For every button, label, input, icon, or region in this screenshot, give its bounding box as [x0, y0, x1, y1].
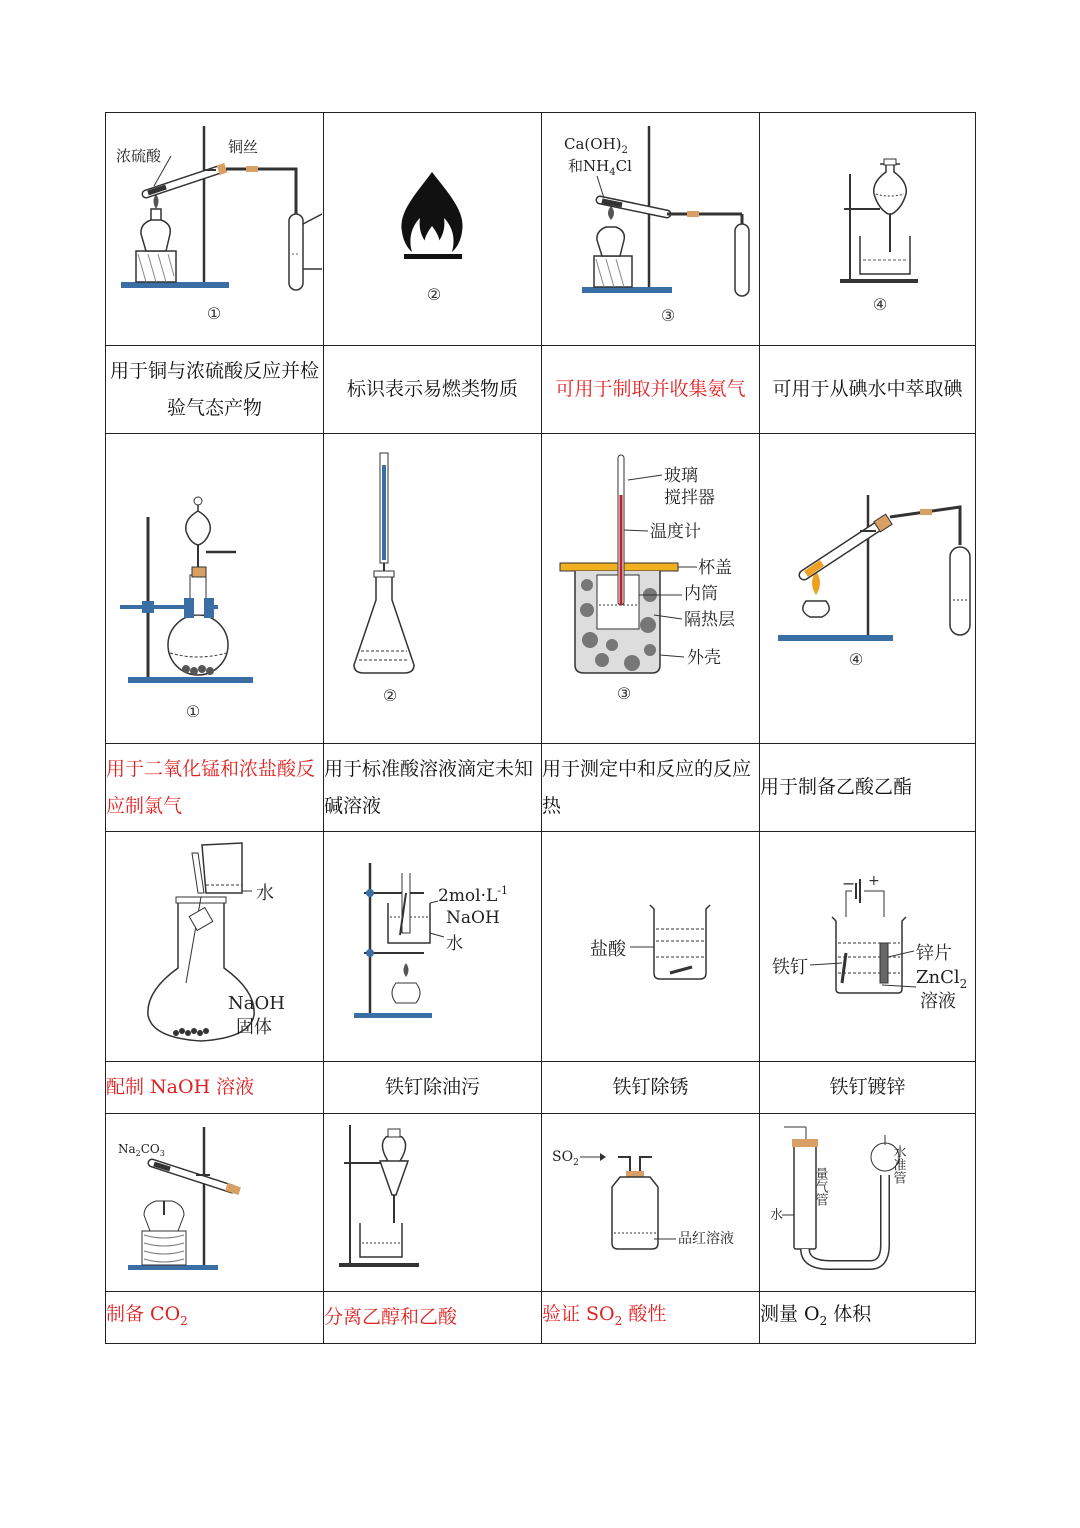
figure-number: ①: [206, 303, 222, 323]
figure-so2-test: [542, 1114, 760, 1292]
svg-text:量气管: 量气管: [812, 1166, 828, 1206]
caption-4-1: 制备 $CO_2$: [106, 1292, 324, 1344]
svg-text:隔热层: 隔热层: [684, 609, 735, 630]
svg-text:杯盖: 杯盖: [698, 557, 732, 578]
svg-text:内筒: 内筒: [684, 583, 718, 604]
caption-1-4: 可用于从碘水中萃取碘: [760, 346, 976, 434]
figure-number: ①: [185, 701, 201, 721]
svg-text:水准管: 水准管: [890, 1144, 906, 1184]
svg-text:NaOH: NaOH: [228, 992, 285, 1014]
apparatus-table: [105, 112, 976, 1344]
caption-3-4: 铁钉镀锌: [760, 1062, 976, 1114]
figure-number: ③: [616, 683, 632, 703]
caption-2-1: 用于二氧化锰和浓盐酸反应制氯气: [106, 744, 324, 832]
figure-number: ④: [848, 649, 864, 669]
figure-separation: [324, 1114, 542, 1292]
figure-number: ③: [660, 305, 676, 325]
svg-text:盐酸: 盐酸: [590, 938, 626, 960]
caption-3-2: 铁钉除油污: [324, 1062, 542, 1114]
svg-text:水: 水: [770, 1207, 784, 1223]
caption-2-3: 用于测定中和反应的反应热: [542, 744, 760, 832]
figure-naoh-solution: [106, 832, 324, 1062]
svg-text:固体: 固体: [236, 1016, 272, 1038]
caption-1-1: 用于铜与浓硫酸反应并检验气态产物: [106, 346, 324, 434]
figure-ethyl-acetate: [760, 434, 976, 744]
figure-separatory-funnel: [760, 113, 976, 346]
svg-text:NaOH: NaOH: [446, 907, 500, 928]
caption-1-2: 标识表示易燃类物质: [324, 346, 542, 434]
caption-4-4: 测量 $O_2$ 体积: [760, 1292, 976, 1344]
figure-number: ②: [382, 685, 398, 705]
figure-chlorine-prep: [106, 434, 324, 744]
figure-o2-volume: [760, 1114, 976, 1292]
figure-cu-h2so4: [106, 113, 324, 346]
caption-3-3: 铁钉除锈: [542, 1062, 760, 1114]
svg-text:水: 水: [446, 933, 463, 954]
figure-degrease: [324, 832, 542, 1062]
label-acid: 浓硫酸: [116, 146, 162, 165]
caption-1-3: 可用于制取并收集氨气: [542, 346, 760, 434]
svg-text:Na2CO3: $Na_2CO_3$: [118, 1141, 165, 1158]
figure-number: ②: [426, 284, 442, 304]
caption-4-3: 验证 $SO_2$ 酸性: [542, 1292, 760, 1344]
caption-2-4: 用于制备乙酸乙酯: [760, 744, 976, 832]
label-copper-wire: 铜丝: [228, 137, 259, 156]
svg-text:锌片: 锌片: [916, 942, 952, 964]
caption-4-2: 分离乙醇和乙酸: [324, 1292, 542, 1344]
svg-text:搅拌器: 搅拌器: [664, 487, 715, 508]
svg-text:SO2: $SO_2$: [552, 1148, 579, 1168]
caption-2-2: 用于标准酸溶液滴定未知碱溶液: [324, 744, 542, 832]
figure-number: ④: [872, 294, 888, 314]
flammable-icon: [324, 114, 540, 345]
svg-text:2mol·L-1: $2mol\cdot L^{-1}$: [438, 883, 509, 906]
figure-galvanize: [760, 832, 976, 1062]
svg-text:外壳: 外壳: [687, 647, 721, 668]
svg-text:玻璃: 玻璃: [664, 465, 698, 486]
svg-text:溶液: 溶液: [920, 990, 956, 1012]
figure-ammonia-prep: [542, 113, 760, 346]
figure-derust: [542, 832, 760, 1062]
figure-calorimeter: [542, 434, 760, 744]
svg-text:铁钉: 铁钉: [772, 956, 808, 978]
svg-text:+: +: [868, 872, 880, 889]
figure-titration: [324, 434, 542, 744]
figure-flammable-sign: [324, 113, 542, 346]
figure-co2-prep: [106, 1114, 324, 1292]
svg-text:ZnCl2: ZnCl$_2$: [916, 966, 968, 991]
svg-text:温度计: 温度计: [650, 521, 701, 542]
svg-text:水: 水: [256, 882, 274, 904]
caption-3-1: 配制 NaOH 溶液: [106, 1062, 324, 1114]
svg-text:和NH4Cl: 和$NH_4Cl$: [568, 156, 632, 178]
svg-text:−: −: [842, 873, 856, 893]
svg-text:品红溶液: 品红溶液: [678, 1230, 734, 1247]
svg-text:Ca(OH)2: $Ca(OH)_2$: [564, 134, 628, 156]
